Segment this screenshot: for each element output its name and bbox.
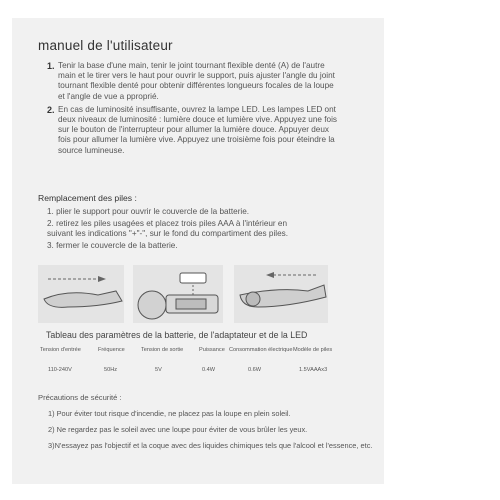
table-header-cell: Consommation électrique: [229, 347, 293, 353]
step-1: [47, 61, 342, 102]
precaution-item: 1) Pour éviter tout risque d'incendie, ne placez pas la loupe en plein soleil.: [48, 409, 291, 418]
precautions-list: [48, 407, 372, 455]
precautions-heading: Précautions de sécurité :: [38, 393, 122, 402]
precaution-item: 3)N'essayez pas l'objectif et la coque avec des liquides chimiques tels que l'alcool et l'essence, etc.: [48, 441, 373, 450]
table-title: Tableau des paramètres de la batterie, de l'adaptateur et de la LED: [46, 330, 308, 340]
battery-step: 2. retirez les piles usagées et placez trois piles AAA à l'intérieur en suivant les indications "+"-", sur le fond du compartiment des piles.: [47, 219, 289, 238]
table-header-cell: Fréquence: [98, 347, 125, 353]
step-text: Tenir la base d'une main, tenir le joint tournant flexible denté (A) de l'autre main et le tirer vers le haut pour ouvrir le support, puis ajuster l'angle du joint tournant flexible denté pour obtenir différentes longueurs focales de la loupe et l'angle de vue a pproprié.: [58, 61, 335, 101]
table-header-cell: Tension de sortie: [141, 347, 184, 353]
step-text: En cas de luminosité insuffisante, ouvrez la lampe LED. Les lampes LED ont deux niveaux de luminosité : lumière douce et lumière vive. Appuyez une fois sur le bouton de l'interrupteur pour allumer la lumière douce. Appuyer deux fois pour allumer la lumière vive. Appuyez une troisième fois pour éteindre la source lumineuse.: [58, 104, 337, 155]
precaution-item: 2) Ne regardez pas le soleil avec une loupe pour éviter de vous brûler les yeux.: [48, 425, 308, 434]
table-cell: 0.4W: [202, 367, 216, 373]
table-header-row: [38, 347, 338, 359]
manual-title: manuel de l'utilisateur: [38, 38, 173, 53]
step-2: [47, 105, 342, 156]
battery-steps: [47, 207, 297, 253]
table-cell: 1.5VAAAx3: [299, 367, 328, 373]
table-cell: 5V: [155, 367, 162, 373]
table-cell: 110-240V: [48, 367, 72, 373]
table-header-cell: Modèle de piles: [293, 347, 333, 353]
instruction-steps: [47, 61, 342, 159]
table-cell: 0.6W: [248, 367, 262, 373]
table-header-cell: Tension d'entrée: [40, 347, 81, 353]
table-header-cell: Puissance: [199, 347, 225, 353]
battery-diagram: [38, 265, 328, 323]
step-number: 1.: [47, 61, 55, 71]
battery-step: 3. fermer le couvercle de la batterie.: [47, 241, 178, 250]
parameters-table: [38, 347, 338, 371]
step-number: 2.: [47, 104, 55, 115]
battery-illustrations: [38, 265, 328, 323]
battery-step: 1. plier le support pour ouvrir le couvercle de la batterie.: [47, 207, 250, 216]
table-cell: 50Hz: [104, 367, 118, 373]
battery-heading: Remplacement des piles :: [38, 193, 137, 203]
table-row: [38, 367, 338, 379]
